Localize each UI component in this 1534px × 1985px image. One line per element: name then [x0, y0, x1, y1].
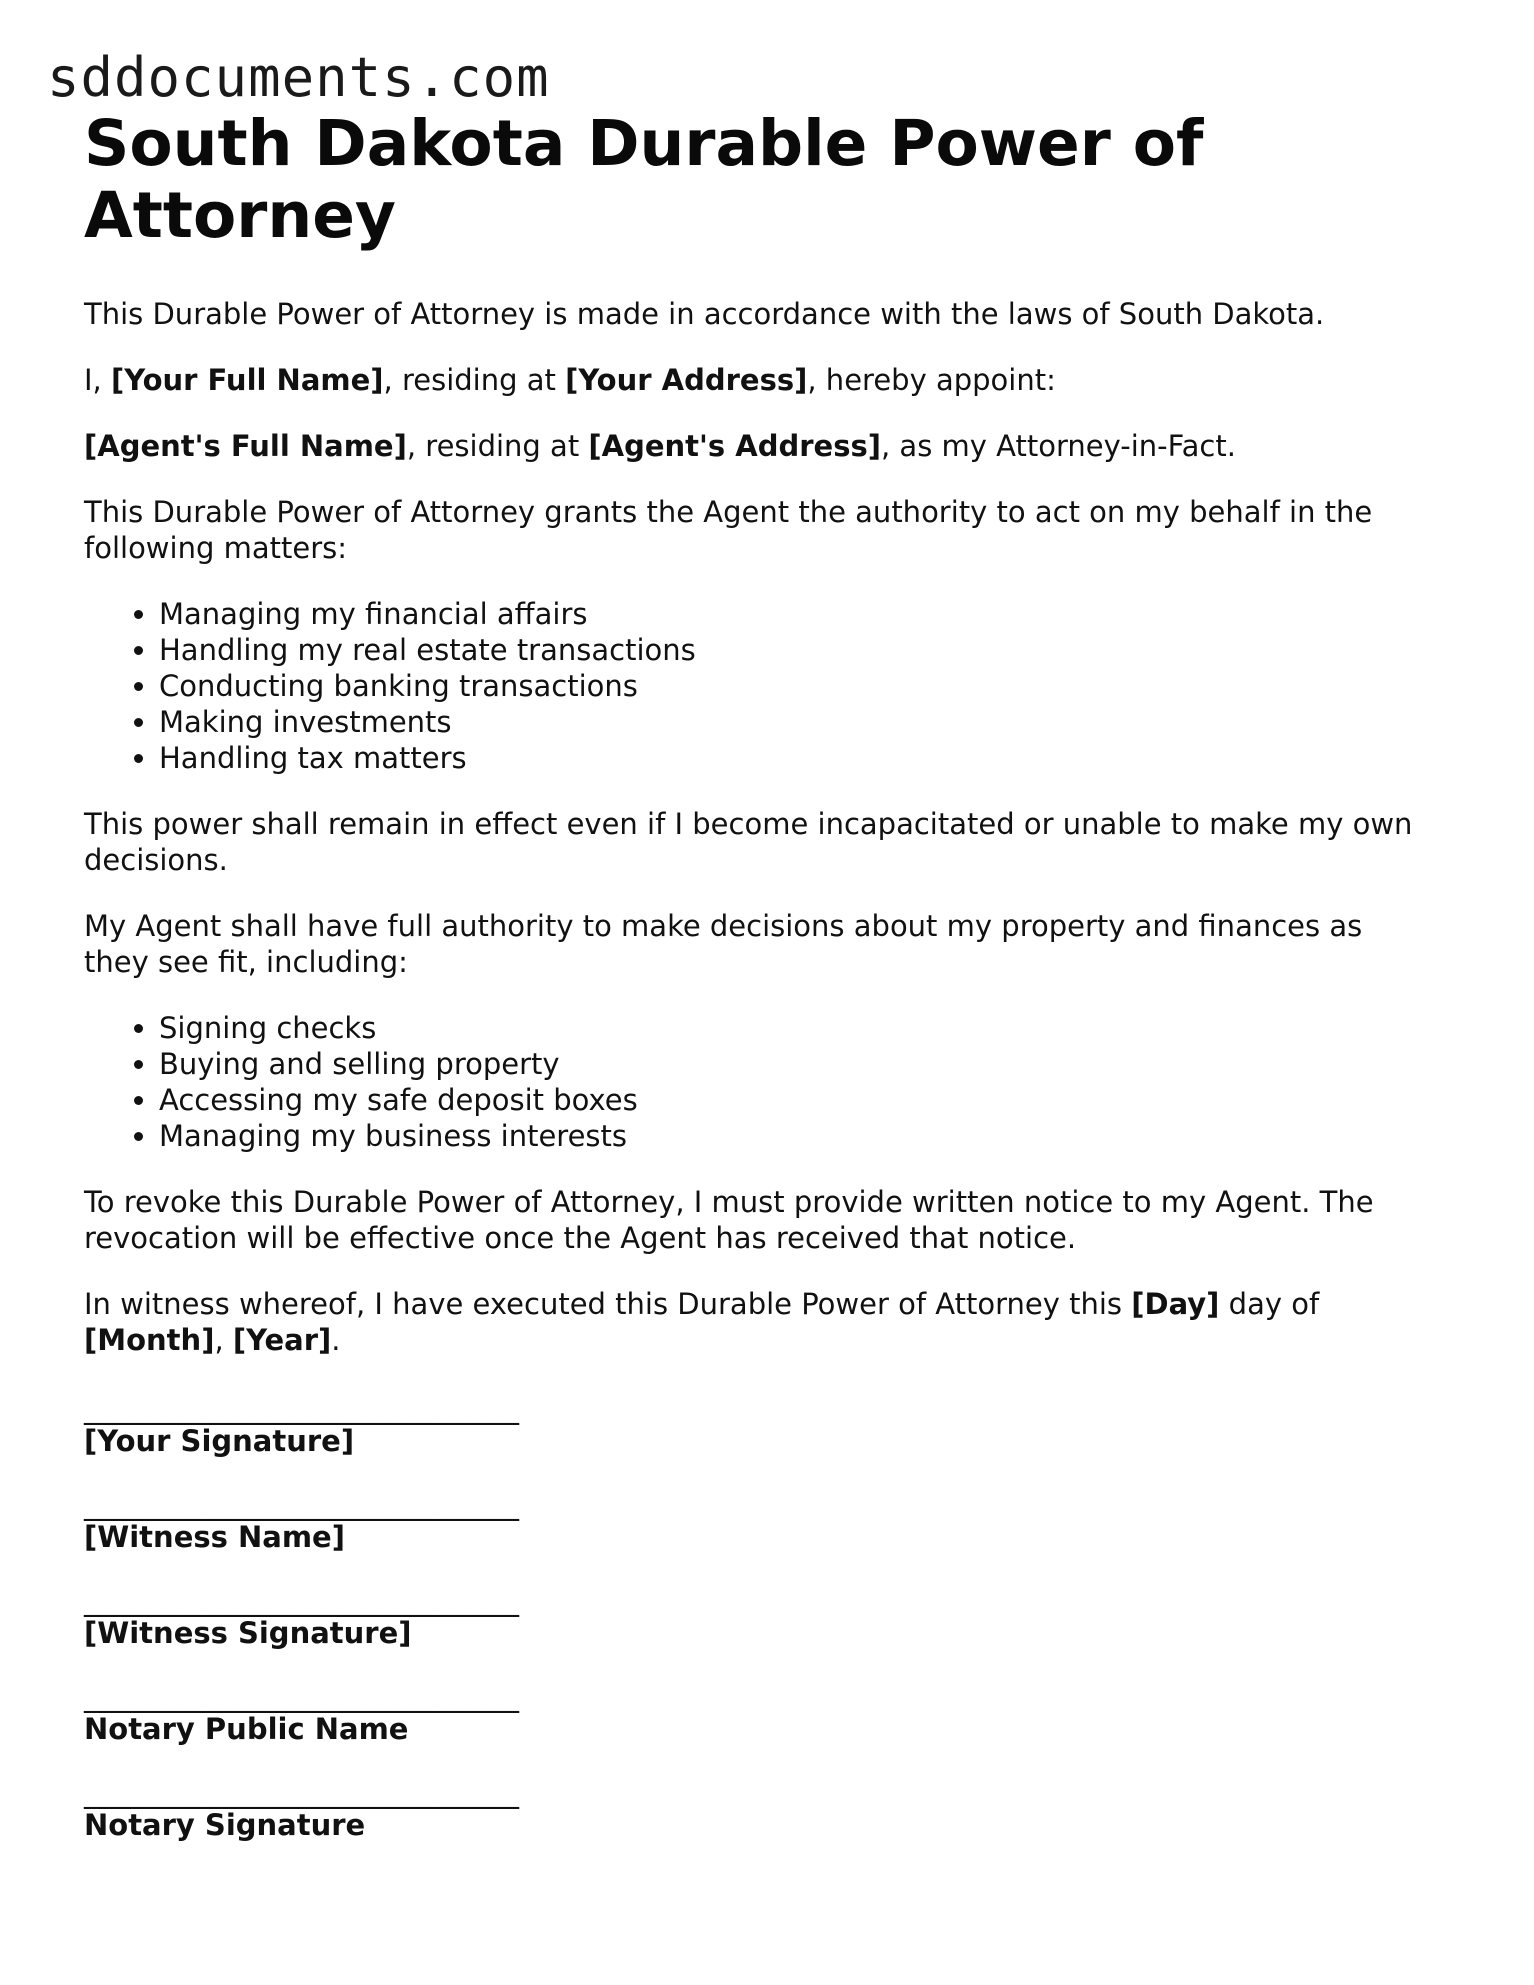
signature-line: ______________________________ [84, 1679, 519, 1713]
revocation-paragraph: To revoke this Durable Power of Attorney, I must provide written notice to my Agent. The revocation will be effective once the Agent has received that notice. [84, 1185, 1374, 1255]
signature-field-notary-name [84, 1678, 1424, 1744]
appointment-paragraph [84, 362, 1424, 398]
witness-day-of: day of [1219, 1287, 1320, 1321]
durability-paragraph: This power shall remain in effect even if I become incapacitated or unable to make my own decisions. [84, 807, 1413, 877]
witness-comma: , [214, 1323, 233, 1357]
witness-end: . [331, 1323, 341, 1357]
month-placeholder: [Month] [84, 1323, 215, 1357]
signature-block [84, 1390, 1424, 1840]
principal-name-placeholder: [Your Full Name] [111, 363, 384, 397]
signature-field-witness-signature [84, 1582, 1424, 1648]
signature-line: ______________________________ [84, 1391, 519, 1425]
appointment-prefix: I, [84, 363, 111, 397]
signature-line: ______________________________ [84, 1583, 519, 1617]
matters-list [84, 596, 1424, 776]
signature-field-notary-signature [84, 1774, 1424, 1840]
grant-paragraph: This Durable Power of Attorney grants the Agent the authority to act on my behalf in the following matters: [84, 495, 1373, 565]
agent-name-placeholder: [Agent's Full Name] [84, 429, 407, 463]
signature-label: Notary Signature [84, 1808, 366, 1842]
day-placeholder: [Day] [1131, 1287, 1220, 1321]
list-item: • Buying and selling property [159, 1046, 1424, 1082]
intro-paragraph: This Durable Power of Attorney is made in accordance with the laws of South Dakota. [84, 297, 1325, 331]
signature-field-witness-name [84, 1486, 1424, 1552]
list-item: • Managing my business interests [159, 1118, 1424, 1154]
list-item: • Making investments [159, 704, 1424, 740]
list-item: • Handling tax matters [159, 740, 1424, 776]
agent-address-placeholder: [Agent's Address] [588, 429, 881, 463]
principal-address-placeholder: [Your Address] [565, 363, 808, 397]
signature-label: [Witness Name] [84, 1520, 345, 1554]
site-watermark: sddocuments.com [47, 46, 550, 109]
authority-list [84, 1010, 1424, 1154]
document-body [84, 108, 1424, 1840]
signature-line: ______________________________ [84, 1775, 519, 1809]
signature-label: [Witness Signature] [84, 1616, 412, 1650]
signature-label: Notary Public Name [84, 1712, 409, 1746]
witness-paragraph [84, 1286, 1424, 1358]
agent-paragraph [84, 428, 1424, 464]
signature-field-your-signature [84, 1390, 1424, 1456]
list-item: • Conducting banking transactions [159, 668, 1424, 704]
witness-prefix: In witness whereof, I have executed this Durable Power of Attorney this [84, 1287, 1132, 1321]
signature-label: [Your Signature] [84, 1424, 355, 1458]
list-item: • Managing my financial affairs [159, 596, 1424, 632]
list-item: • Signing checks [159, 1010, 1424, 1046]
agent-residing: , residing at [406, 429, 589, 463]
list-item: • Handling my real estate transactions [159, 632, 1424, 668]
signature-line: ______________________________ [84, 1487, 519, 1521]
agent-suffix: , as my Attorney-in-Fact. [880, 429, 1236, 463]
appointment-suffix: , hereby appoint: [807, 363, 1056, 397]
appointment-residing: , residing at [383, 363, 566, 397]
authority-paragraph: My Agent shall have full authority to make decisions about my property and finances as they see fit, including: [84, 909, 1363, 979]
list-item: • Accessing my safe deposit boxes [159, 1082, 1424, 1118]
year-placeholder: [Year] [232, 1323, 332, 1357]
document-title: South Dakota Durable Power of Attorney [84, 107, 1204, 252]
